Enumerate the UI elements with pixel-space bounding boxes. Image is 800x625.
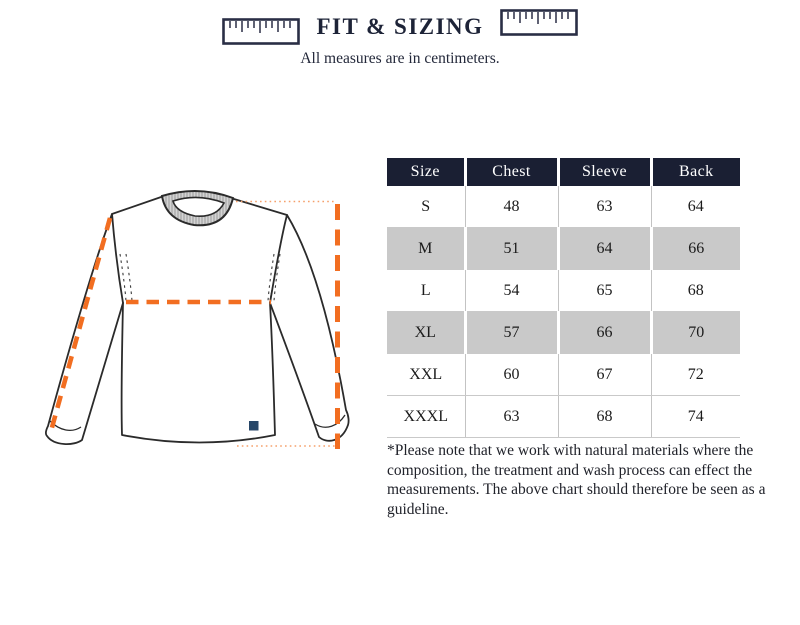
back-cell: 64 [651, 186, 740, 228]
garment-right-sleeve [270, 215, 349, 441]
chest-cell: 60 [465, 354, 558, 396]
sleeve-cell: 64 [558, 228, 651, 270]
back-cell: 68 [651, 270, 740, 312]
sleeve-cell: 67 [558, 354, 651, 396]
title-row [0, 13, 800, 40]
size-cell: XL [387, 312, 465, 354]
garment-body [112, 196, 287, 443]
footnote-line: *Please note that we work with natural materials where the [387, 442, 754, 459]
col-header-sleeve: Sleeve [558, 158, 651, 186]
page-title: FIT & SIZING [316, 13, 484, 39]
size-row-s [387, 186, 740, 228]
sleeve-cell: 66 [558, 312, 651, 354]
back-cell: 70 [651, 312, 740, 354]
back-cell: 66 [651, 228, 740, 270]
size-table [387, 158, 740, 438]
ruler-icon [222, 18, 300, 45]
size-table-header-row [387, 158, 740, 186]
sleeve-cell: 68 [558, 396, 651, 438]
chest-cell: 63 [465, 396, 558, 438]
chest-label-patch [249, 421, 259, 431]
units-note: All measures are in centimeters. [300, 50, 500, 67]
garment-left-sleeve [46, 214, 123, 444]
footnote-line: measurements. The above chart should therefore be seen as a [387, 481, 766, 498]
chest-cell: 57 [465, 312, 558, 354]
size-row-xxl [387, 354, 740, 396]
size-cell: S [387, 186, 465, 228]
chest-cell: 51 [465, 228, 558, 270]
garment-diagram [30, 178, 370, 468]
footnote [387, 441, 767, 519]
col-header-back: Back [651, 158, 740, 186]
header [0, 13, 800, 68]
footnote-line: composition, the treatment and wash process can effect the [387, 461, 753, 479]
size-row-xxxl [387, 396, 740, 438]
sweater-illustration [30, 178, 370, 468]
size-cell: XXL [387, 354, 465, 396]
back-cell: 72 [651, 354, 740, 396]
size-cell: M [387, 228, 465, 270]
size-row-l [387, 270, 740, 312]
back-cell: 74 [651, 396, 740, 438]
sleeve-cell: 63 [558, 186, 651, 228]
footnote-line: guideline. [387, 500, 449, 518]
sleeve-cell: 65 [558, 270, 651, 312]
chest-cell: 54 [465, 270, 558, 312]
size-row-m [387, 228, 740, 270]
size-cell: XXXL [387, 396, 465, 438]
ruler-icon [500, 9, 578, 36]
col-header-size: Size [387, 158, 465, 186]
size-row-xl [387, 312, 740, 354]
chest-cell: 48 [465, 186, 558, 228]
size-cell: L [387, 270, 465, 312]
col-header-chest: Chest [465, 158, 558, 186]
